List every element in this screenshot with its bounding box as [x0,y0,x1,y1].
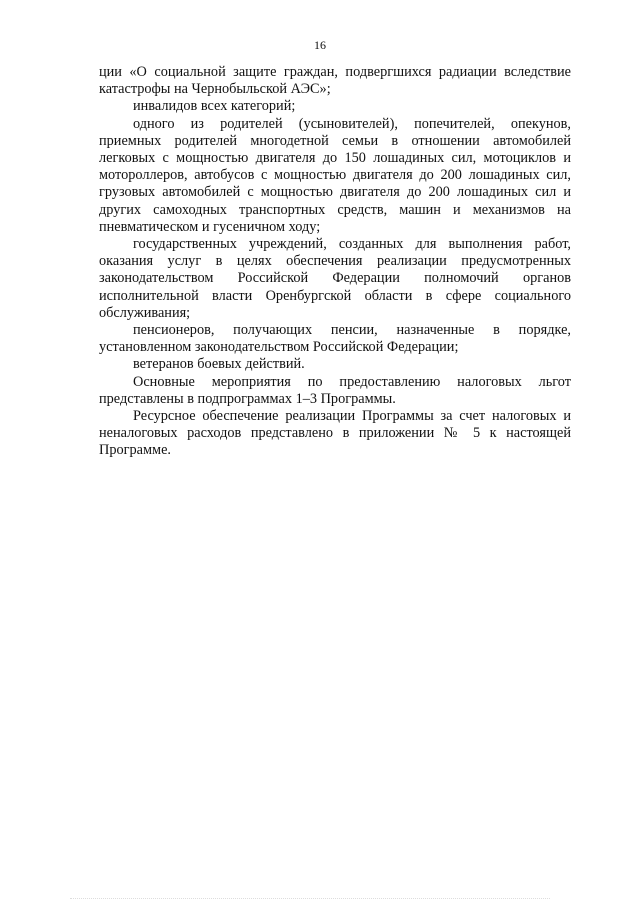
paragraph-chernobyl-law: ции «О социальной защите граждан, подвергшихся радиации вследствие катастрофы на Чернобыльской АЭС»; [99,64,571,98]
document-body [99,64,571,460]
paragraph-resource-support: Ресурсное обеспечение реализации Программы за счет налоговых и неналоговых расходов представлено в приложении № 5 к настоящей Программе. [99,408,571,459]
paragraph-state-institutions: государственных учреждений, созданных для выполнения работ, оказания услуг в целях обеспечения реализации предусмотренных законодательством Российской Федерации полномочий органов исполнительной власти Оренбургской области в сфере социального обслуживания; [99,236,571,321]
scan-artifact-line [70,898,550,903]
paragraph-disabled-persons: инвалидов всех категорий; [133,98,296,115]
paragraph-large-family-parents: одного из родителей (усыновителей), попечителей, опекунов, приемных родителей многодетной семьи в отношении автомобилей легковых с мощностью двигателя до 150 лошадиных сил, мотоциклов и мотороллеров, автобусов с мощностью двигателя до 200 лошадиных сил, грузовых автомобилей с мощностью двигателя до 200 лошадиных сил и других самоходных транспортных средств, машин и механизмов на пневматическом и гусеничном ходу; [99,115,571,235]
paragraph-combat-veterans: ветеранов боевых действий. [133,356,305,373]
paragraph-pensioners: пенсионеров, получающих пенсии, назначенные в порядке, установленном законодательством Российской Федерации; [99,322,571,356]
page-number: 16 [314,38,326,52]
paragraph-main-measures: Основные мероприятия по предоставлению налоговых льгот представлены в подпрограммах 1–3 Программы. [99,373,571,407]
